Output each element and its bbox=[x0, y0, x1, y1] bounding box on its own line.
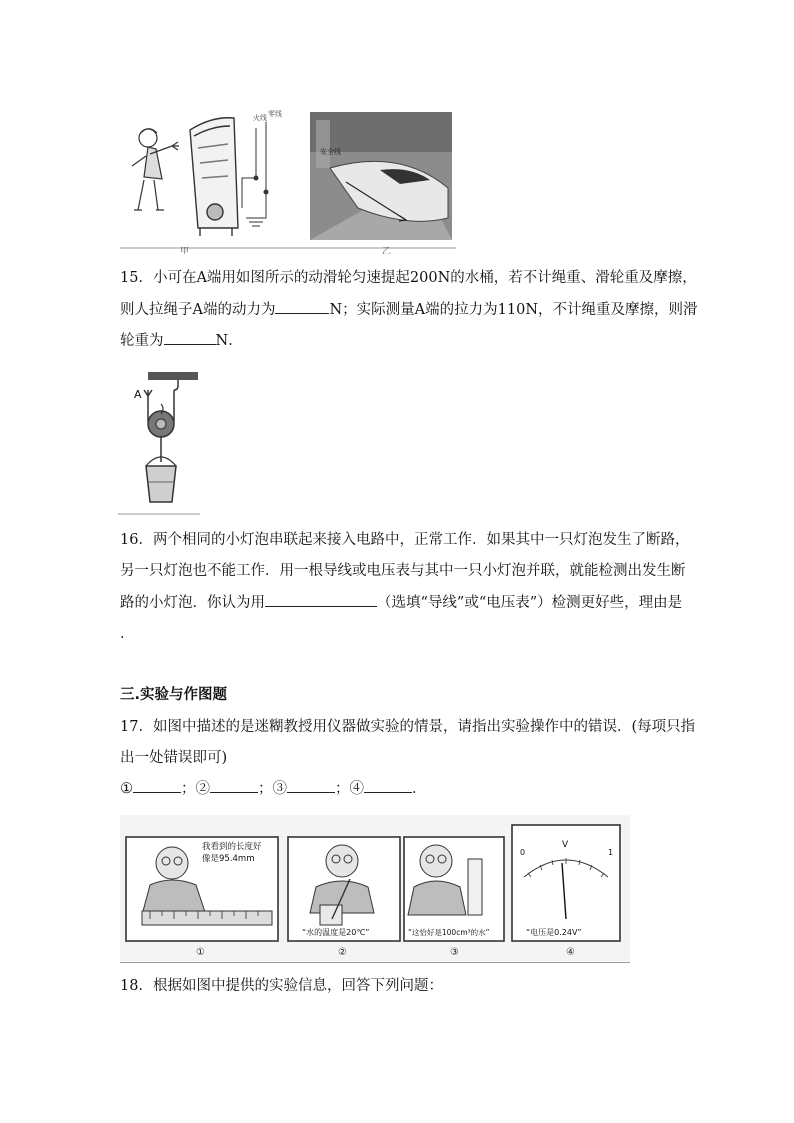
q15-blank-2[interactable] bbox=[164, 330, 216, 345]
wire-label-live: 火线 bbox=[253, 114, 267, 122]
figure-q17-panels bbox=[120, 815, 630, 961]
q16-line3: 路的小灯泡．你认为用 （选填“导线”或“电压表”）检测更好些，理由是 bbox=[120, 589, 682, 617]
panel-3-bubble: “这恰好是100cm³的水” bbox=[408, 928, 490, 937]
q17-answers: ① ；② ；③ ；④ ． bbox=[120, 775, 427, 803]
voltmeter-scale-zero: 0 bbox=[520, 848, 526, 857]
q16-blank-1[interactable] bbox=[265, 592, 377, 607]
panel-4-bubble: “电压是0.24V” bbox=[526, 928, 582, 937]
professor-panels-drawing bbox=[120, 815, 630, 961]
q17-line2: 出一处错误即可) bbox=[120, 750, 228, 766]
panel-3-cylinder bbox=[404, 837, 504, 941]
figure-q14-drawing bbox=[120, 108, 456, 254]
q17-blank-3[interactable] bbox=[287, 778, 335, 793]
q17-blank-1[interactable] bbox=[133, 778, 181, 793]
voltmeter-unit: V bbox=[562, 840, 569, 850]
q15-blank-1[interactable] bbox=[275, 299, 329, 314]
panel-1-ruler bbox=[126, 837, 278, 941]
q18-line1: 18．根据如图中提供的实验信息，回答下列问题： bbox=[120, 978, 443, 994]
fridge-illustration bbox=[190, 118, 238, 236]
pulley-drawing bbox=[118, 366, 200, 516]
panel-1-bubble-line2: 像是95.4mm bbox=[202, 854, 255, 864]
figure-label-yi: 乙 bbox=[382, 247, 392, 254]
panel-4-number: ④ bbox=[566, 947, 575, 958]
platform-safety-line-label: 安全线 bbox=[320, 148, 341, 156]
wire-label-neutral: 零线 bbox=[268, 110, 282, 118]
panel-2-thermometer bbox=[288, 837, 400, 941]
q17-blank-2[interactable] bbox=[210, 778, 258, 793]
wiring-illustration bbox=[242, 122, 268, 226]
panel-2-bubble: “水的温度是20℃” bbox=[302, 928, 370, 937]
panel-4-voltmeter bbox=[512, 825, 620, 941]
figure-q17-rule bbox=[120, 962, 630, 963]
figure-label-jia: 甲 bbox=[180, 247, 190, 254]
q17-line1: 17．如图中描述的是迷糊教授用仪器做实验的情景，请指出实验操作中的错误．(每项只指 bbox=[120, 719, 696, 735]
panel-1-bubble-line1: 我看到的长度好 bbox=[202, 842, 262, 852]
train-photo bbox=[310, 112, 452, 240]
person-illustration bbox=[132, 129, 179, 210]
panel-1-number: ① bbox=[196, 947, 205, 958]
figure-q14 bbox=[120, 108, 456, 254]
q16-line2: 另一只灯泡也不能工作．用一根导线或电压表与其中一只小灯泡并联，就能检测出发生断 bbox=[120, 563, 686, 579]
q15-line1: 15．小可在A端用如图所示的动滑轮匀速提起200N的水桶，若不计绳重、滑轮重及摩擦， bbox=[120, 270, 697, 286]
section-3-title: 三.实验与作图题 bbox=[120, 687, 228, 703]
figure-q15-pulley bbox=[118, 366, 200, 516]
panel-3-number: ③ bbox=[450, 947, 459, 958]
q15-line3: 轮重为 N． bbox=[120, 327, 243, 355]
q17-blank-4[interactable] bbox=[364, 778, 412, 793]
voltmeter-scale-one: 1 bbox=[608, 848, 614, 857]
q16-line4: ． bbox=[120, 626, 135, 642]
q15-line2: 则人拉绳子A端的动力为 N；实际测量A端的拉力为110N，不计绳重及摩擦，则滑 bbox=[120, 296, 698, 324]
panel-2-number: ② bbox=[338, 947, 347, 958]
pulley-label-a: A bbox=[134, 388, 142, 401]
q16-line1: 16．两个相同的小灯泡串联起来接入电路中，正常工作．如果其中一只灯泡发生了断路， bbox=[120, 532, 690, 548]
